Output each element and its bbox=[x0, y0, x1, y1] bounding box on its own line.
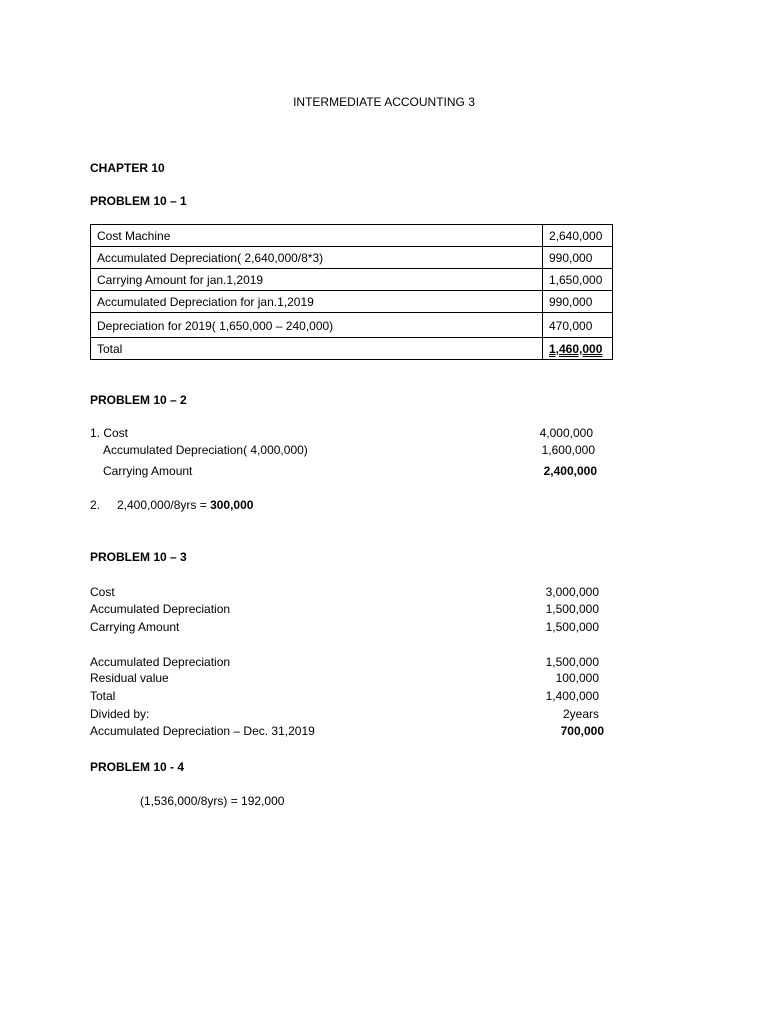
p2-item2-result: 300,000 bbox=[210, 498, 254, 512]
p2-item2-line bbox=[117, 498, 253, 512]
chapter-heading: CHAPTER 10 bbox=[90, 161, 165, 175]
p2-carrying-value: 2,400,000 bbox=[543, 464, 597, 478]
problem-10-4-heading: PROBLEM 10 - 4 bbox=[90, 760, 185, 774]
p3-row-value: 1,500,000 bbox=[545, 620, 599, 634]
problem-10-3-heading: PROBLEM 10 – 3 bbox=[90, 550, 187, 564]
table-row bbox=[91, 247, 613, 269]
table-row bbox=[91, 225, 613, 247]
table-cell-value: 990,000 bbox=[543, 247, 613, 269]
table-cell-label: Cost Machine bbox=[91, 225, 543, 247]
table-cell-total-value-wrap bbox=[543, 338, 613, 360]
p2-accdep-value: 1,600,000 bbox=[541, 443, 595, 457]
p3-row-value: 100,000 bbox=[555, 671, 599, 685]
table-cell-label: Accumulated Depreciation for jan.1,2019 bbox=[91, 291, 543, 313]
p3-row-label: Accumulated Depreciation – Dec. 31,2019 bbox=[90, 724, 315, 738]
p2-carrying-label: Carrying Amount bbox=[103, 464, 193, 478]
table-cell-label: Carrying Amount for jan.1,2019 bbox=[91, 269, 543, 291]
p3-row-label: Carrying Amount bbox=[90, 620, 180, 634]
p3-row-label: Cost bbox=[90, 585, 115, 599]
table-cell-value: 2,640,000 bbox=[543, 225, 613, 247]
p3-row-label: Divided by: bbox=[90, 707, 150, 721]
p3-row-label: Accumulated Depreciation bbox=[90, 655, 231, 669]
p3-row-value: 1,500,000 bbox=[545, 655, 599, 669]
table-cell-label: Total bbox=[91, 338, 543, 360]
table-cell-value: 470,000 bbox=[543, 313, 613, 338]
p3-row-value: 700,000 bbox=[560, 724, 604, 738]
p3-row-value: 2years bbox=[562, 707, 599, 721]
problem-10-1-table bbox=[90, 224, 613, 360]
table-cell-label: Accumulated Depreciation( 2,640,000/8*3) bbox=[91, 247, 543, 269]
table-row-total bbox=[91, 338, 613, 360]
document-title: INTERMEDIATE ACCOUNTING 3 bbox=[293, 95, 475, 109]
table-cell-value: 990,000 bbox=[543, 291, 613, 313]
p4-formula: (1,536,000/8yrs) = 192,000 bbox=[140, 794, 285, 808]
p3-row-label: Total bbox=[90, 689, 116, 703]
p2-item2-text: 2,400,000/8yrs = bbox=[117, 498, 211, 512]
p2-cost-label: 1. Cost bbox=[90, 426, 129, 440]
p2-accdep-label: Accumulated Depreciation( 4,000,000) bbox=[103, 443, 308, 457]
p3-row-value: 1,500,000 bbox=[545, 602, 599, 616]
p3-row-label: Accumulated Depreciation bbox=[90, 602, 231, 616]
table-cell-value: 1,650,000 bbox=[543, 269, 613, 291]
p3-row-label: Residual value bbox=[90, 671, 169, 685]
p2-cost-value: 4,000,000 bbox=[539, 426, 593, 440]
table-row bbox=[91, 269, 613, 291]
p3-row-value: 1,400,000 bbox=[545, 689, 599, 703]
table-row bbox=[91, 291, 613, 313]
table-cell-label: Depreciation for 2019( 1,650,000 – 240,000) bbox=[91, 313, 543, 338]
table-cell-total-value: 1,460,000 bbox=[549, 342, 603, 356]
problem-10-1-heading: PROBLEM 10 – 1 bbox=[90, 194, 187, 208]
p3-row-value: 3,000,000 bbox=[545, 585, 599, 599]
p2-item2-number: 2. bbox=[90, 498, 101, 512]
problem-10-2-heading: PROBLEM 10 – 2 bbox=[90, 393, 187, 407]
table-row bbox=[91, 313, 613, 338]
